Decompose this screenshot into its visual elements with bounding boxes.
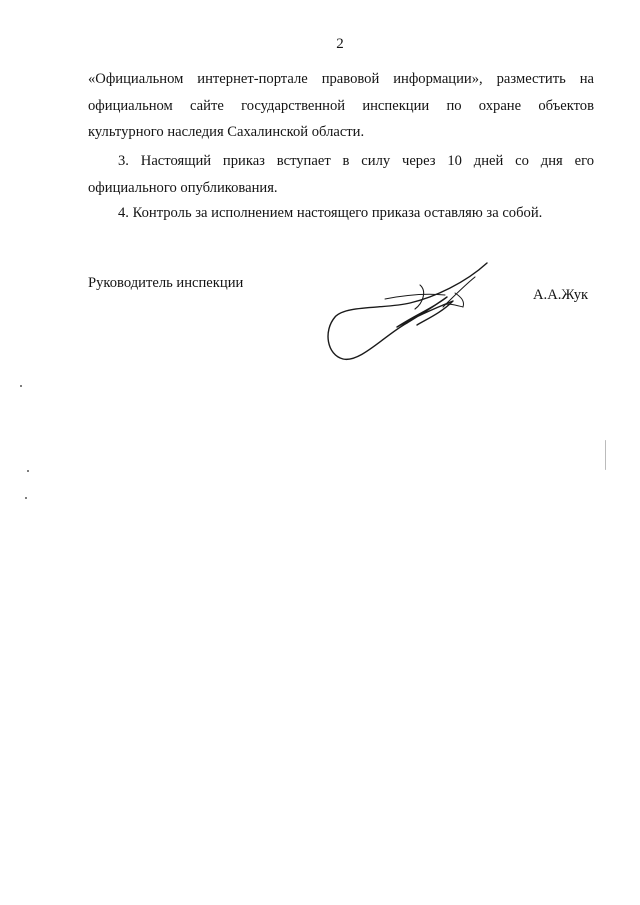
- paragraph-publication: [88, 66, 594, 146]
- signer-title: Руководитель инспекции: [88, 275, 244, 291]
- text-line: официального опубликования.: [88, 179, 278, 196]
- text-line: 4. Контроль за исполнением настоящего приказа оставляю за собой.: [118, 205, 543, 221]
- scan-speck: [27, 470, 29, 472]
- text-line: культурного наследия Сахалинской области.: [88, 124, 365, 140]
- text-line: официальном сайте государственной инспекции по охране объектов: [88, 97, 594, 114]
- text-line: 3. Настоящий приказ вступает в силу через 10 дней со дня его: [118, 153, 594, 169]
- scan-speck: [25, 497, 27, 499]
- signer-name: А.А.Жук: [533, 287, 589, 303]
- text-line: «Официальном интернет-портале правовой информации», разместить на: [88, 71, 594, 87]
- scan-speck: [20, 385, 22, 387]
- scan-speck: [605, 440, 606, 470]
- paragraph-effective-date: [88, 148, 594, 201]
- page-number: 2: [336, 36, 344, 52]
- handwritten-signature: [315, 255, 500, 370]
- paragraph-control: [88, 200, 594, 227]
